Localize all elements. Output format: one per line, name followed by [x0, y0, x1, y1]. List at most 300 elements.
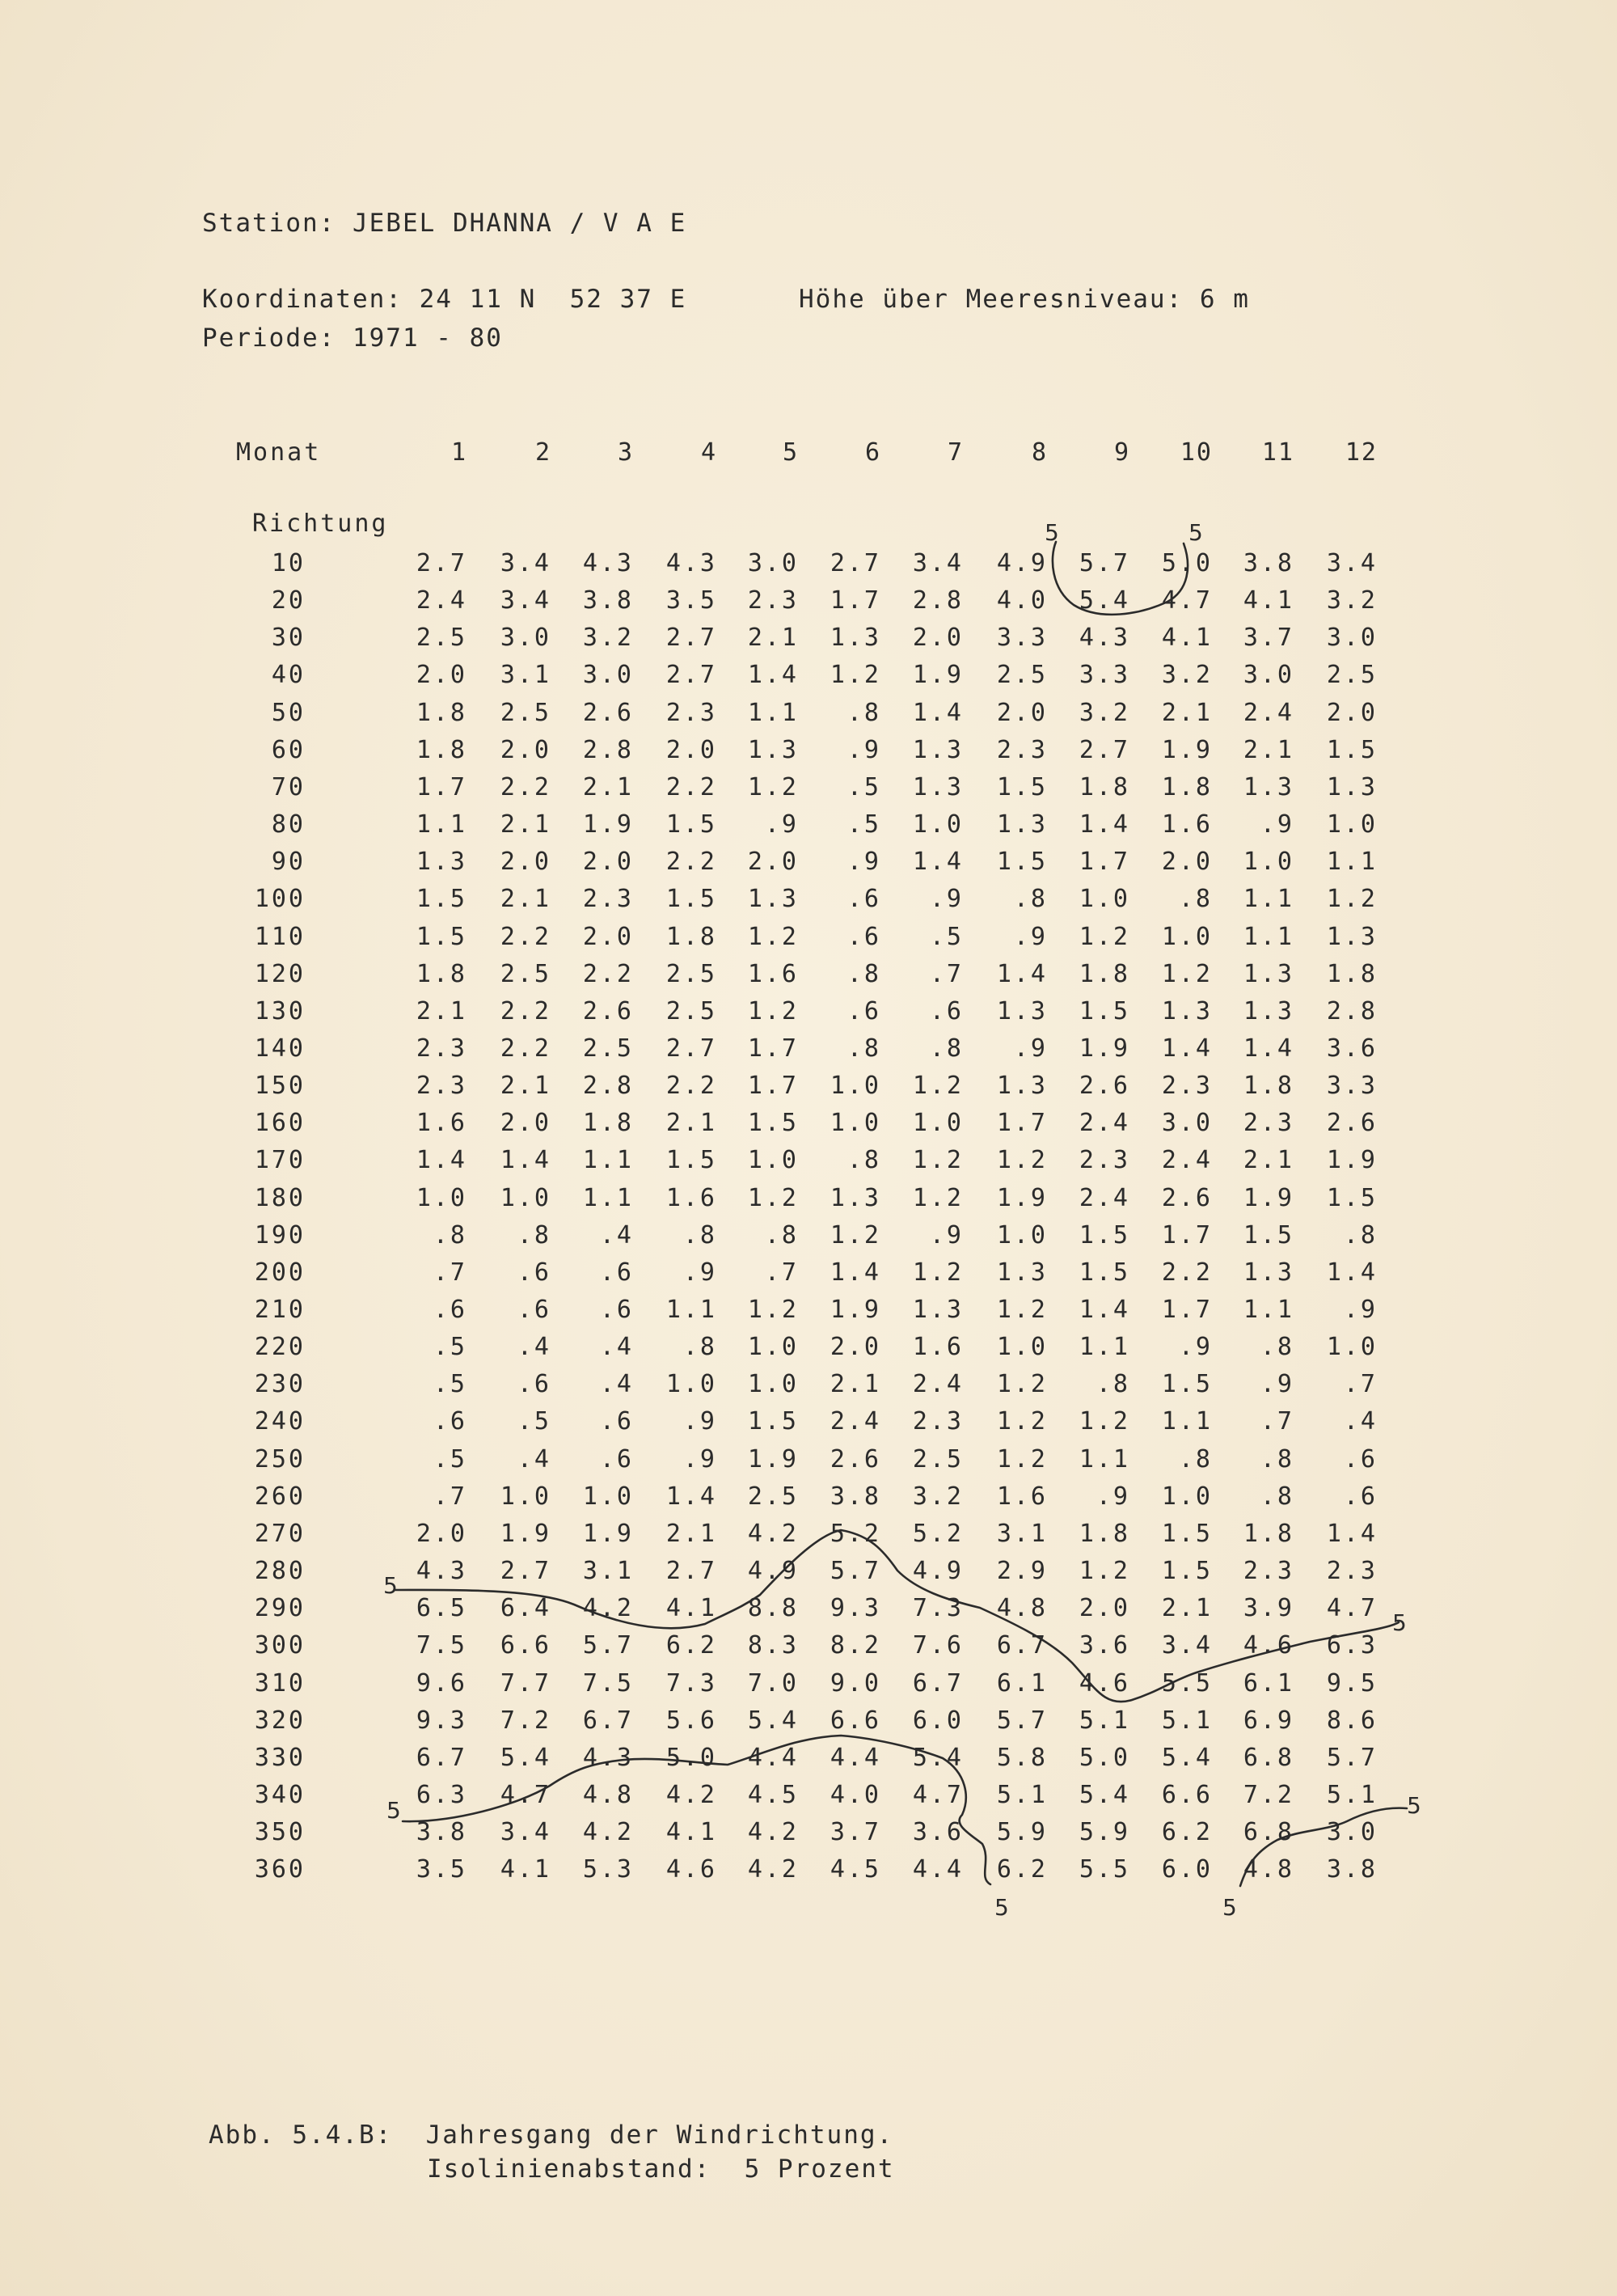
- isoline-label-2: 5: [1188, 519, 1203, 546]
- table-cell: 1.4: [912, 848, 964, 876]
- table-cell: 3.3: [1079, 661, 1130, 689]
- table-cell: .9: [929, 1221, 964, 1249]
- table-cell: 3.7: [830, 1818, 881, 1846]
- direction-label: 360: [254, 1855, 306, 1884]
- table-cell: 4.1: [500, 1855, 551, 1884]
- table-cell: 7.6: [912, 1631, 964, 1660]
- table-cell: 1.0: [747, 1370, 799, 1398]
- isoline-label-8: 5: [1222, 1894, 1237, 1921]
- table-cell: 4.1: [1161, 624, 1213, 652]
- table-cell: 4.6: [1079, 1669, 1130, 1698]
- table-cell: 4.3: [582, 1744, 634, 1772]
- table-cell: .9: [1260, 1370, 1294, 1398]
- table-cell: .8: [1260, 1333, 1294, 1361]
- direction-label: 280: [254, 1557, 306, 1585]
- table-cell: 4.7: [912, 1781, 964, 1809]
- table-cell: 3.1: [500, 661, 551, 689]
- table-cell: 3.3: [1326, 1072, 1378, 1100]
- direction-label: 60: [271, 736, 306, 764]
- direction-label: 340: [254, 1781, 306, 1809]
- isoline-upper-band: [395, 1530, 1399, 1702]
- table-cell: 6.3: [416, 1781, 467, 1809]
- table-cell: 1.8: [1161, 773, 1213, 801]
- table-cell: .8: [517, 1221, 551, 1249]
- isoline-label-4: 5: [1392, 1609, 1407, 1636]
- table-cell: 5.0: [1161, 549, 1213, 577]
- table-cell: 6.0: [912, 1706, 964, 1735]
- table-cell: 4.3: [416, 1557, 467, 1585]
- table-cell: .9: [846, 848, 881, 876]
- table-cell: 5.5: [1161, 1669, 1213, 1698]
- table-cell: 6.6: [500, 1631, 551, 1660]
- table-cell: 2.4: [1243, 699, 1294, 727]
- table-cell: 1.8: [1243, 1520, 1294, 1548]
- table-cell: 4.2: [747, 1855, 799, 1884]
- table-cell: .7: [1343, 1370, 1378, 1398]
- table-cell: 2.0: [582, 848, 634, 876]
- table-cell: 7.0: [747, 1669, 799, 1698]
- table-cell: 1.5: [1161, 1370, 1213, 1398]
- table-cell: 1.3: [912, 736, 964, 764]
- table-cell: .8: [929, 1034, 964, 1063]
- isoline-label-1: 5: [1045, 519, 1059, 546]
- table-cell: 1.2: [912, 1184, 964, 1212]
- direction-label: 10: [271, 549, 306, 577]
- direction-label: 330: [254, 1744, 306, 1772]
- table-cell: 1.7: [747, 1034, 799, 1063]
- month-header-9: 9: [1113, 438, 1130, 467]
- table-cell: 1.9: [747, 1445, 799, 1474]
- table-cell: 1.6: [665, 1184, 717, 1212]
- table-cell: 1.9: [582, 1520, 634, 1548]
- table-cell: .6: [929, 997, 964, 1025]
- table-cell: 1.4: [996, 960, 1048, 988]
- table-cell: 3.1: [996, 1520, 1048, 1548]
- month-header-10: 10: [1180, 438, 1213, 467]
- table-cell: 1.8: [1079, 773, 1130, 801]
- table-cell: 2.0: [416, 1520, 467, 1548]
- table-cell: 2.4: [830, 1407, 881, 1436]
- table-cell: 2.7: [665, 1557, 717, 1585]
- table-cell: 4.7: [500, 1781, 551, 1809]
- table-cell: 9.3: [830, 1594, 881, 1622]
- table-cell: .8: [846, 699, 881, 727]
- direction-label: 70: [271, 773, 306, 801]
- koordinaten-line: Koordinaten: 24 11 N 52 37 E: [202, 285, 687, 314]
- table-cell: 1.8: [582, 1109, 634, 1137]
- table-cell: 1.2: [912, 1146, 964, 1174]
- table-cell: 3.2: [1161, 661, 1213, 689]
- table-cell: .9: [929, 885, 964, 913]
- table-cell: 5.4: [1079, 1781, 1130, 1809]
- table-cell: 5.3: [582, 1855, 634, 1884]
- table-cell: .8: [682, 1333, 717, 1361]
- table-cell: 1.0: [830, 1109, 881, 1137]
- table-cell: 1.0: [582, 1482, 634, 1511]
- table-cell: 2.0: [500, 736, 551, 764]
- table-cell: 5.7: [582, 1631, 634, 1660]
- table-cell: 6.8: [1243, 1818, 1294, 1846]
- table-cell: 5.4: [1161, 1744, 1213, 1772]
- table-cell: .8: [1178, 885, 1213, 913]
- table-cell: 1.0: [747, 1333, 799, 1361]
- month-header-6: 6: [864, 438, 881, 467]
- table-cell: 1.6: [912, 1333, 964, 1361]
- table-cell: .8: [1096, 1370, 1130, 1398]
- table-cell: 1.1: [1243, 885, 1294, 913]
- direction-label: 220: [254, 1333, 306, 1361]
- table-cell: 4.1: [665, 1818, 717, 1846]
- direction-label: 170: [254, 1146, 306, 1174]
- table-cell: 1.4: [830, 1258, 881, 1287]
- table-cell: 1.8: [1326, 960, 1378, 988]
- table-cell: 2.7: [830, 549, 881, 577]
- table-cell: 1.4: [747, 661, 799, 689]
- table-cell: 1.0: [1326, 1333, 1378, 1361]
- table-cell: 1.6: [747, 960, 799, 988]
- table-cell: 8.2: [830, 1631, 881, 1660]
- table-cell: 1.3: [1326, 923, 1378, 951]
- table-cell: 1.4: [1243, 1034, 1294, 1063]
- table-cell: 3.5: [416, 1855, 467, 1884]
- table-cell: 5.7: [1326, 1744, 1378, 1772]
- direction-label: 210: [254, 1296, 306, 1324]
- table-cell: 4.1: [665, 1594, 717, 1622]
- table-cell: 2.5: [582, 1034, 634, 1063]
- table-cell: 9.3: [416, 1706, 467, 1735]
- direction-label: 160: [254, 1109, 306, 1137]
- table-cell: 5.9: [996, 1818, 1048, 1846]
- table-cell: 2.6: [582, 699, 634, 727]
- table-cell: 1.1: [1079, 1445, 1130, 1474]
- table-cell: 2.0: [747, 848, 799, 876]
- table-cell: 1.0: [996, 1221, 1048, 1249]
- table-cell: 2.5: [665, 960, 717, 988]
- table-cell: 5.4: [500, 1744, 551, 1772]
- table-cell: 8.8: [747, 1594, 799, 1622]
- table-cell: 4.8: [996, 1594, 1048, 1622]
- table-cell: .4: [599, 1221, 634, 1249]
- direction-label: 310: [254, 1669, 306, 1698]
- table-cell: 4.2: [747, 1520, 799, 1548]
- table-cell: 4.5: [747, 1781, 799, 1809]
- table-cell: .9: [764, 810, 799, 839]
- table-cell: 1.1: [1243, 1296, 1294, 1324]
- table-cell: .4: [599, 1370, 634, 1398]
- table-cell: 1.6: [996, 1482, 1048, 1511]
- table-cell: 3.2: [912, 1482, 964, 1511]
- table-cell: 4.2: [665, 1781, 717, 1809]
- table-cell: 2.4: [416, 586, 467, 615]
- table-cell: 2.1: [500, 885, 551, 913]
- table-cell: 4.7: [1326, 1594, 1378, 1622]
- table-cell: .6: [599, 1296, 634, 1324]
- table-cell: 2.3: [912, 1407, 964, 1436]
- month-header-11: 11: [1261, 438, 1294, 467]
- table-cell: 4.4: [830, 1744, 881, 1772]
- table-cell: .6: [846, 997, 881, 1025]
- table-cell: 2.3: [996, 736, 1048, 764]
- table-cell: .9: [1096, 1482, 1130, 1511]
- table-cell: 1.1: [665, 1296, 717, 1324]
- table-cell: .6: [846, 885, 881, 913]
- table-cell: 1.4: [416, 1146, 467, 1174]
- table-cell: .9: [1013, 923, 1048, 951]
- isoline-lower-band: [403, 1736, 990, 1884]
- table-cell: 3.4: [500, 586, 551, 615]
- table-cell: 1.2: [996, 1445, 1048, 1474]
- table-cell: 5.2: [830, 1520, 881, 1548]
- table-cell: 5.4: [747, 1706, 799, 1735]
- table-cell: 1.3: [747, 736, 799, 764]
- table-cell: 3.0: [1161, 1109, 1213, 1137]
- table-cell: 2.0: [416, 661, 467, 689]
- table-cell: 2.5: [665, 997, 717, 1025]
- table-cell: 3.8: [416, 1818, 467, 1846]
- table-cell: 7.7: [500, 1669, 551, 1698]
- table-cell: .6: [846, 923, 881, 951]
- table-cell: 2.2: [665, 848, 717, 876]
- table-cell: 1.0: [416, 1184, 467, 1212]
- table-cell: 2.5: [1326, 661, 1378, 689]
- table-cell: 1.1: [747, 699, 799, 727]
- table-cell: .8: [433, 1221, 467, 1249]
- table-cell: 2.1: [500, 810, 551, 839]
- table-cell: 3.8: [582, 586, 634, 615]
- table-cell: 1.5: [1326, 736, 1378, 764]
- table-cell: 6.6: [1161, 1781, 1213, 1809]
- table-cell: 2.7: [665, 1034, 717, 1063]
- table-cell: 1.5: [665, 1146, 717, 1174]
- table-cell: 4.5: [830, 1855, 881, 1884]
- table-cell: 6.7: [912, 1669, 964, 1698]
- table-cell: 1.0: [830, 1072, 881, 1100]
- table-cell: 1.3: [996, 997, 1048, 1025]
- monat-label: Monat: [236, 438, 322, 467]
- direction-label: 350: [254, 1818, 306, 1846]
- table-cell: 1.2: [996, 1146, 1048, 1174]
- table-cell: 2.3: [1079, 1146, 1130, 1174]
- table-cell: .9: [1013, 1034, 1048, 1063]
- table-cell: 1.4: [1079, 810, 1130, 839]
- table-cell: .8: [1013, 885, 1048, 913]
- table-cell: 3.6: [1079, 1631, 1130, 1660]
- table-cell: 1.5: [416, 923, 467, 951]
- table-cell: 1.2: [747, 923, 799, 951]
- table-cell: 2.9: [996, 1557, 1048, 1585]
- table-cell: 2.0: [665, 736, 717, 764]
- table-cell: 1.4: [665, 1482, 717, 1511]
- table-cell: 1.5: [996, 848, 1048, 876]
- table-cell: 5.4: [1079, 586, 1130, 615]
- table-cell: 2.2: [665, 773, 717, 801]
- table-cell: 1.0: [1326, 810, 1378, 839]
- table-cell: 1.4: [1079, 1296, 1130, 1324]
- table-cell: 1.5: [1079, 997, 1130, 1025]
- table-cell: 1.8: [416, 699, 467, 727]
- table-cell: .6: [517, 1370, 551, 1398]
- month-header-8: 8: [1031, 438, 1048, 467]
- table-cell: 4.8: [582, 1781, 634, 1809]
- table-cell: 2.0: [1161, 848, 1213, 876]
- table-cell: .5: [433, 1445, 467, 1474]
- table-cell: 2.4: [1079, 1184, 1130, 1212]
- table-cell: 4.2: [747, 1818, 799, 1846]
- table-cell: .8: [846, 1146, 881, 1174]
- table-cell: 9.5: [1326, 1669, 1378, 1698]
- table-cell: 1.5: [747, 1407, 799, 1436]
- table-cell: 3.8: [830, 1482, 881, 1511]
- table-cell: 2.5: [500, 960, 551, 988]
- table-cell: 9.6: [416, 1669, 467, 1698]
- table-cell: 5.2: [912, 1520, 964, 1548]
- table-cell: 1.2: [1079, 1557, 1130, 1585]
- table-cell: .9: [682, 1258, 717, 1287]
- table-cell: 3.4: [1326, 549, 1378, 577]
- table-cell: 1.7: [1161, 1296, 1213, 1324]
- table-cell: 1.5: [1079, 1258, 1130, 1287]
- table-cell: 1.3: [1161, 997, 1213, 1025]
- table-cell: 2.6: [1079, 1072, 1130, 1100]
- table-cell: .9: [1260, 810, 1294, 839]
- table-cell: .4: [599, 1333, 634, 1361]
- table-cell: 4.6: [1243, 1631, 1294, 1660]
- table-cell: 2.2: [500, 773, 551, 801]
- direction-label: 250: [254, 1445, 306, 1474]
- table-cell: 5.6: [665, 1706, 717, 1735]
- table-cell: 1.5: [1161, 1520, 1213, 1548]
- table-cell: .7: [764, 1258, 799, 1287]
- table-cell: 7.5: [416, 1631, 467, 1660]
- table-cell: 1.0: [912, 810, 964, 839]
- table-cell: 5.4: [912, 1744, 964, 1772]
- direction-label: 110: [254, 923, 306, 951]
- caption-line-1: Abb. 5.4.B: Jahresgang der Windrichtung.: [209, 2121, 894, 2150]
- table-cell: 1.5: [1243, 1221, 1294, 1249]
- table-cell: 1.9: [1326, 1146, 1378, 1174]
- table-cell: 5.0: [665, 1744, 717, 1772]
- table-cell: 2.1: [830, 1370, 881, 1398]
- direction-label: 50: [271, 699, 306, 727]
- table-cell: 1.7: [830, 586, 881, 615]
- periode-line: Periode: 1971 - 80: [202, 323, 503, 353]
- table-cell: 3.6: [1326, 1034, 1378, 1063]
- table-cell: 2.8: [582, 736, 634, 764]
- table-cell: .7: [433, 1482, 467, 1511]
- table-cell: 1.0: [1161, 923, 1213, 951]
- table-cell: 6.3: [1326, 1631, 1378, 1660]
- table-cell: 4.0: [830, 1781, 881, 1809]
- table-cell: .8: [846, 960, 881, 988]
- table-cell: 1.1: [1161, 1407, 1213, 1436]
- table-cell: 1.2: [747, 997, 799, 1025]
- table-cell: 2.2: [665, 1072, 717, 1100]
- isoline-label-3: 5: [383, 1572, 398, 1599]
- month-header-7: 7: [947, 438, 964, 467]
- direction-label: 130: [254, 997, 306, 1025]
- table-cell: 6.2: [1161, 1818, 1213, 1846]
- table-cell: .4: [517, 1445, 551, 1474]
- table-cell: 1.1: [416, 810, 467, 839]
- table-cell: 1.2: [996, 1407, 1048, 1436]
- table-cell: 2.8: [1326, 997, 1378, 1025]
- table-cell: 7.2: [500, 1706, 551, 1735]
- table-cell: 2.0: [1326, 699, 1378, 727]
- table-cell: 1.9: [582, 810, 634, 839]
- table-cell: 3.1: [582, 1557, 634, 1585]
- table-cell: 1.0: [1079, 885, 1130, 913]
- month-header-2: 2: [534, 438, 551, 467]
- table-cell: .9: [1343, 1296, 1378, 1324]
- table-cell: 2.3: [1243, 1109, 1294, 1137]
- table-cell: 4.7: [1161, 586, 1213, 615]
- direction-label: 30: [271, 624, 306, 652]
- table-cell: 4.3: [582, 549, 634, 577]
- station-line: Station: JEBEL DHANNA / V A E: [202, 209, 687, 238]
- table-cell: 2.5: [996, 661, 1048, 689]
- isoline-label-7: 5: [994, 1894, 1009, 1921]
- table-cell: 3.0: [1326, 624, 1378, 652]
- table-cell: 2.5: [500, 699, 551, 727]
- table-cell: 1.5: [1161, 1557, 1213, 1585]
- table-cell: 6.7: [996, 1631, 1048, 1660]
- table-cell: 2.3: [1161, 1072, 1213, 1100]
- table-cell: 1.9: [1161, 736, 1213, 764]
- table-cell: 1.8: [665, 923, 717, 951]
- table-cell: 1.2: [1079, 923, 1130, 951]
- table-cell: .8: [1260, 1482, 1294, 1511]
- table-cell: 8.6: [1326, 1706, 1378, 1735]
- table-cell: 1.1: [1326, 848, 1378, 876]
- table-cell: 6.1: [996, 1669, 1048, 1698]
- table-cell: 1.9: [912, 661, 964, 689]
- table-cell: 1.9: [996, 1184, 1048, 1212]
- table-cell: 1.9: [830, 1296, 881, 1324]
- table-cell: 1.7: [1079, 848, 1130, 876]
- table-cell: .5: [433, 1333, 467, 1361]
- table-cell: 1.4: [1161, 1034, 1213, 1063]
- table-cell: .6: [433, 1407, 467, 1436]
- table-cell: 1.3: [912, 773, 964, 801]
- direction-label: 100: [254, 885, 306, 913]
- table-cell: 2.7: [500, 1557, 551, 1585]
- table-cell: 1.3: [1243, 1258, 1294, 1287]
- table-cell: 4.4: [747, 1744, 799, 1772]
- table-cell: 4.3: [665, 549, 717, 577]
- table-cell: 2.4: [1079, 1109, 1130, 1137]
- table-cell: 2.2: [1161, 1258, 1213, 1287]
- table-cell: 8.3: [747, 1631, 799, 1660]
- table-cell: .4: [1343, 1407, 1378, 1436]
- table-cell: 2.3: [665, 699, 717, 727]
- table-cell: 1.5: [416, 885, 467, 913]
- table-cell: 1.3: [747, 885, 799, 913]
- table-cell: 2.7: [1079, 736, 1130, 764]
- isoline-label-6: 5: [1407, 1792, 1421, 1819]
- table-cell: 6.6: [830, 1706, 881, 1735]
- table-cell: 3.0: [1326, 1818, 1378, 1846]
- table-cell: 1.8: [416, 960, 467, 988]
- table-cell: 1.2: [1326, 885, 1378, 913]
- table-cell: 1.5: [665, 810, 717, 839]
- table-cell: 1.5: [1326, 1184, 1378, 1212]
- table-cell: 6.1: [1243, 1669, 1294, 1698]
- month-header-12: 12: [1345, 438, 1378, 467]
- table-cell: 5.1: [1079, 1706, 1130, 1735]
- table-cell: 3.2: [1079, 699, 1130, 727]
- table-cell: 7.5: [582, 1669, 634, 1698]
- table-cell: 4.6: [665, 1855, 717, 1884]
